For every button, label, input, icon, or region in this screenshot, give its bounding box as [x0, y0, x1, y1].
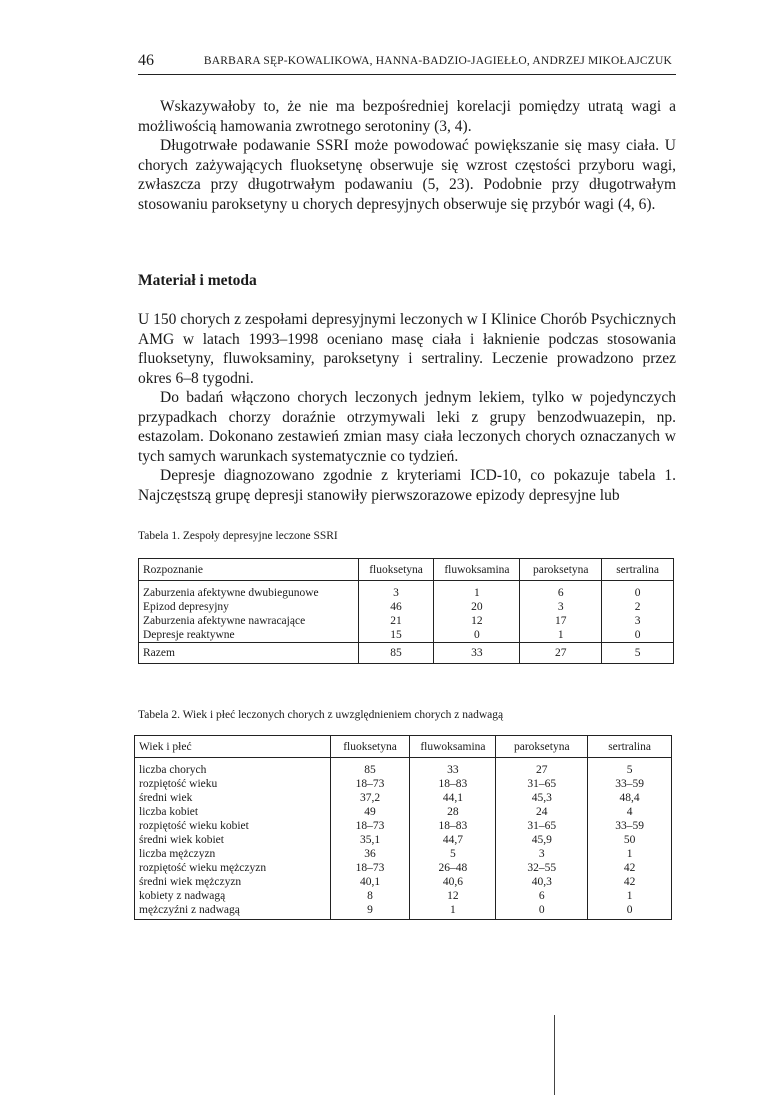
table-header-row [139, 559, 674, 581]
table-cell: 50 [588, 833, 672, 847]
table-cell: 40,6 [410, 875, 496, 889]
column-header: fluoksetyna [358, 559, 434, 581]
table-cell: 1 [588, 889, 672, 903]
table-cell: 1 [410, 903, 496, 920]
table-row [135, 758, 672, 778]
table-cell: Epizod depresyjny [139, 600, 359, 614]
table-row [135, 777, 672, 791]
column-header: sertralina [602, 559, 674, 581]
table-cell: 85 [330, 758, 410, 778]
table-total-row [139, 643, 674, 664]
table-cell: liczba chorych [135, 758, 331, 778]
table-row [139, 581, 674, 601]
table-row [135, 889, 672, 903]
table-cell: 5 [410, 847, 496, 861]
table-cell: 0 [602, 628, 674, 643]
column-header: fluoksetyna [330, 736, 410, 758]
table-cell: 3 [496, 847, 588, 861]
table-cell: 18–73 [330, 777, 410, 791]
table-row [135, 791, 672, 805]
paragraph: U 150 chorych z zespołami depresyjnymi leczonych w I Klinice Chorób Psychicznych AMG w latach 1993–1998 oceniano masę ciała i łaknienie podczas stosowania fluoksetyny, fluwoksaminy, paroksetyny i sertraliny. Leczenie prowadzono przez okres 6–8 tygodni. [138, 311, 676, 387]
table-cell: 33 [410, 758, 496, 778]
table-row [135, 903, 672, 920]
intro-text [138, 97, 676, 214]
paragraph: Długotrwałe podawanie SSRI może powodować powiększanie się masy ciała. U chorych zażywających fluoksetynę obserwuje się wzrost częstości przyboru wagi, zwłaszcza przy długotrwałym podawaniu (5, 23). Podobnie przy długotrwałym stosowaniu paroksetyny u chorych depresyjnych obserwuje się przybór wagi (4, 6). [138, 137, 676, 213]
table-cell: Zaburzenia afektywne nawracające [139, 614, 359, 628]
table-cell: 32–55 [496, 861, 588, 875]
table-cell: Depresje reaktywne [139, 628, 359, 643]
method-text [138, 310, 676, 505]
table-cell: Razem [139, 643, 359, 664]
table-cell: 45,3 [496, 791, 588, 805]
table-cell: 36 [330, 847, 410, 861]
table-cell: średni wiek [135, 791, 331, 805]
table-cell: 21 [358, 614, 434, 628]
table2-caption: Tabela 2. Wiek i płeć leczonych chorych z uwzględnieniem chorych z nadwagą [138, 709, 504, 721]
table-cell: 0 [496, 903, 588, 920]
table-cell: rozpiętość wieku kobiet [135, 819, 331, 833]
table-cell: 18–73 [330, 819, 410, 833]
table-cell: 37,2 [330, 791, 410, 805]
column-header: sertralina [588, 736, 672, 758]
table-cell: 27 [496, 758, 588, 778]
table-cell: 33 [434, 643, 520, 664]
table-row [135, 847, 672, 861]
table-row [135, 833, 672, 847]
table-cell: 40,3 [496, 875, 588, 889]
paragraph: Wskazywałoby to, że nie ma bezpośredniej korelacji pomiędzy utratą wagi a możliwością hamowania zwrotnego serotoniny (3, 4). [138, 98, 676, 135]
table-cell: 17 [520, 614, 602, 628]
table-cell: 49 [330, 805, 410, 819]
table-cell: 1 [434, 581, 520, 601]
table2 [134, 735, 672, 920]
table-row [135, 819, 672, 833]
column-header: fluwoksamina [434, 559, 520, 581]
table-cell: 6 [496, 889, 588, 903]
table-cell: 24 [496, 805, 588, 819]
table-cell: mężczyźni z nadwagą [135, 903, 331, 920]
scan-artifact-line [554, 1015, 555, 1095]
table-row [135, 875, 672, 889]
table-cell: 12 [410, 889, 496, 903]
table-cell: 44,1 [410, 791, 496, 805]
table-row [135, 861, 672, 875]
table-cell: średni wiek mężczyzn [135, 875, 331, 889]
table-cell: 28 [410, 805, 496, 819]
table-cell: 3 [602, 614, 674, 628]
table-cell: 0 [434, 628, 520, 643]
table-cell: 6 [520, 581, 602, 601]
table-cell: 42 [588, 861, 672, 875]
table-cell: 26–48 [410, 861, 496, 875]
table-cell: 8 [330, 889, 410, 903]
table-cell: 45,9 [496, 833, 588, 847]
table-cell: 40,1 [330, 875, 410, 889]
table-row [135, 805, 672, 819]
table-cell: 42 [588, 875, 672, 889]
page-number: 46 [138, 52, 154, 69]
table-cell: rozpiętość wieku [135, 777, 331, 791]
paragraph: Do badań włączono chorych leczonych jednym lekiem, tylko w pojedynczych przypadkach chorzy doraźnie otrzymywali leki z grupy benzodwuazepin, np. estazolam. Dokonano zestawień zmian masy ciała leczonych chorych oznaczanych w tych samych warunkach systematycznie co tydzień. [138, 389, 676, 465]
table-cell: 4 [588, 805, 672, 819]
table-cell: liczba mężczyzn [135, 847, 331, 861]
table-cell: 2 [602, 600, 674, 614]
table-cell: 33–59 [588, 777, 672, 791]
table-cell: 0 [588, 903, 672, 920]
table-row [139, 614, 674, 628]
table-cell: liczba kobiet [135, 805, 331, 819]
table-cell: 31–65 [496, 819, 588, 833]
table-header-row [135, 736, 672, 758]
column-header: paroksetyna [520, 559, 602, 581]
running-head: BARBARA SĘP-KOWALIKOWA, HANNA-BADZIO-JAGIEŁŁO, ANDRZEJ MIKOŁAJCZUK [203, 55, 672, 67]
table-cell: 18–73 [330, 861, 410, 875]
table-cell: rozpiętość wieku mężczyzn [135, 861, 331, 875]
table-cell: 27 [520, 643, 602, 664]
table-cell: 5 [602, 643, 674, 664]
table-cell: 18–83 [410, 819, 496, 833]
table-cell: średni wiek kobiet [135, 833, 331, 847]
table-row [139, 628, 674, 643]
column-header: Wiek i płeć [135, 736, 331, 758]
table-cell: 18–83 [410, 777, 496, 791]
table-cell: 5 [588, 758, 672, 778]
section-title: Materiał i metoda [138, 272, 257, 289]
page-header [138, 52, 676, 75]
table-cell: 3 [520, 600, 602, 614]
table-cell: 44,7 [410, 833, 496, 847]
table-cell: 0 [602, 581, 674, 601]
table1 [138, 558, 674, 664]
table-row [139, 600, 674, 614]
column-header: paroksetyna [496, 736, 588, 758]
table-cell: 35,1 [330, 833, 410, 847]
table-cell: 48,4 [588, 791, 672, 805]
table-cell: 15 [358, 628, 434, 643]
table1-caption: Tabela 1. Zespoły depresyjne leczone SSRI [138, 530, 338, 542]
table-cell: 20 [434, 600, 520, 614]
table-cell: 31–65 [496, 777, 588, 791]
table-cell: 33–59 [588, 819, 672, 833]
column-header: fluwoksamina [410, 736, 496, 758]
table-cell: 9 [330, 903, 410, 920]
table-cell: 3 [358, 581, 434, 601]
table-cell: Zaburzenia afektywne dwubiegunowe [139, 581, 359, 601]
paragraph: Depresje diagnozowano zgodnie z kryteriami ICD-10, co pokazuje tabela 1. Najczęstszą grupę depresji stanowiły pierwszorazowe epizody depresyjne lub [138, 467, 676, 504]
column-header: Rozpoznanie [139, 559, 359, 581]
table-cell: 85 [358, 643, 434, 664]
table-cell: 1 [588, 847, 672, 861]
table-cell: 1 [520, 628, 602, 643]
table-cell: 12 [434, 614, 520, 628]
table-cell: 46 [358, 600, 434, 614]
table-cell: kobiety z nadwagą [135, 889, 331, 903]
